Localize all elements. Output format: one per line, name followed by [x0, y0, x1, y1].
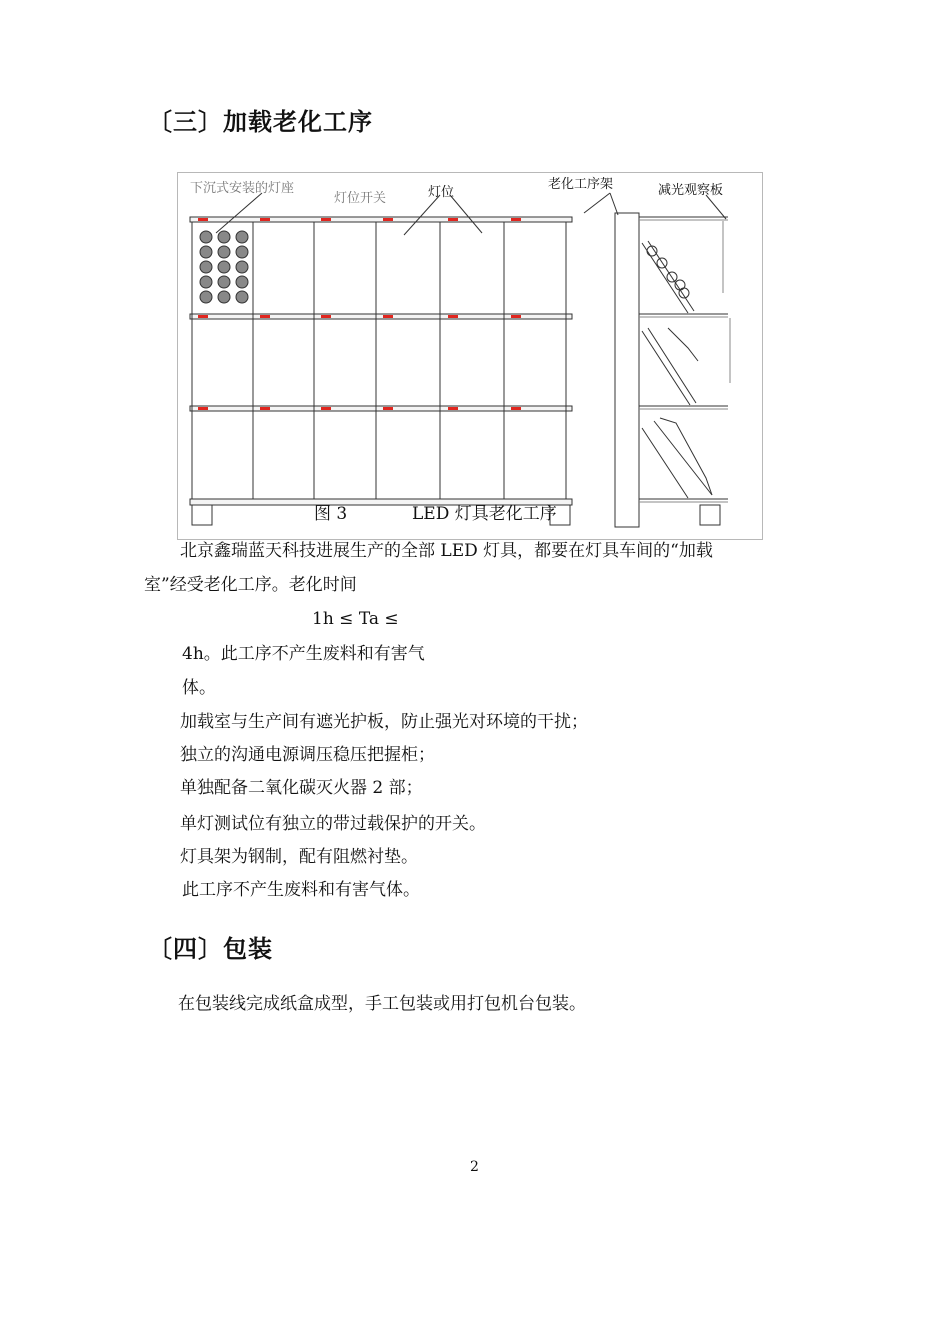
- paragraph-line-1: 北京鑫瑞蓝天科技进展生产的全部 LED 灯具，都要在灯具车间的“加载: [180, 541, 713, 561]
- list-item: 单灯测试位有独立的带过载保护的开关。: [180, 814, 486, 834]
- label-lamp-position: 灯位: [428, 185, 455, 200]
- list-item: 灯具架为钢制，配有阻燃衬垫。: [180, 847, 418, 867]
- aging-rack-diagram: [178, 173, 762, 539]
- section-4-text: 在包装线完成纸盒成型，手工包装或用打包机台包装。: [178, 994, 586, 1014]
- paragraph-line-2: 室”经受老化工序。老化时间: [144, 575, 357, 595]
- page-number: 2: [470, 1159, 479, 1175]
- paragraph-line-4: 体。: [182, 678, 216, 698]
- figure-caption-title: LED 灯具老化工序: [412, 504, 557, 524]
- list-item: 此工序不产生废料和有害气体。: [182, 880, 420, 900]
- label-position-switch: 灯位开关: [334, 191, 387, 206]
- aging-time-formula: 1h ≤ Ta ≤: [312, 609, 399, 629]
- label-sunken-holder: 下沉式安装的灯座: [190, 181, 295, 196]
- paragraph-line-3: 4h。此工序不产生废料和有害气: [182, 644, 425, 664]
- list-item: 加载室与生产间有遮光护板，防止强光对环境的干扰；: [180, 712, 588, 732]
- list-item: 单独配备二氧化碳灭火器 2 部；: [180, 778, 423, 798]
- section-3-heading: 〔三〕加载老化工序: [148, 108, 373, 136]
- label-light-reduction-panel: 减光观察板: [658, 183, 724, 198]
- figure-caption-number: 图 3: [314, 504, 348, 524]
- label-aging-rack: 老化工序架: [548, 177, 614, 192]
- list-item: 独立的沟通电源调压稳压把握柜；: [180, 745, 435, 765]
- section-4-heading: 〔四〕包装: [148, 935, 273, 963]
- aging-rack-figure: [177, 172, 763, 540]
